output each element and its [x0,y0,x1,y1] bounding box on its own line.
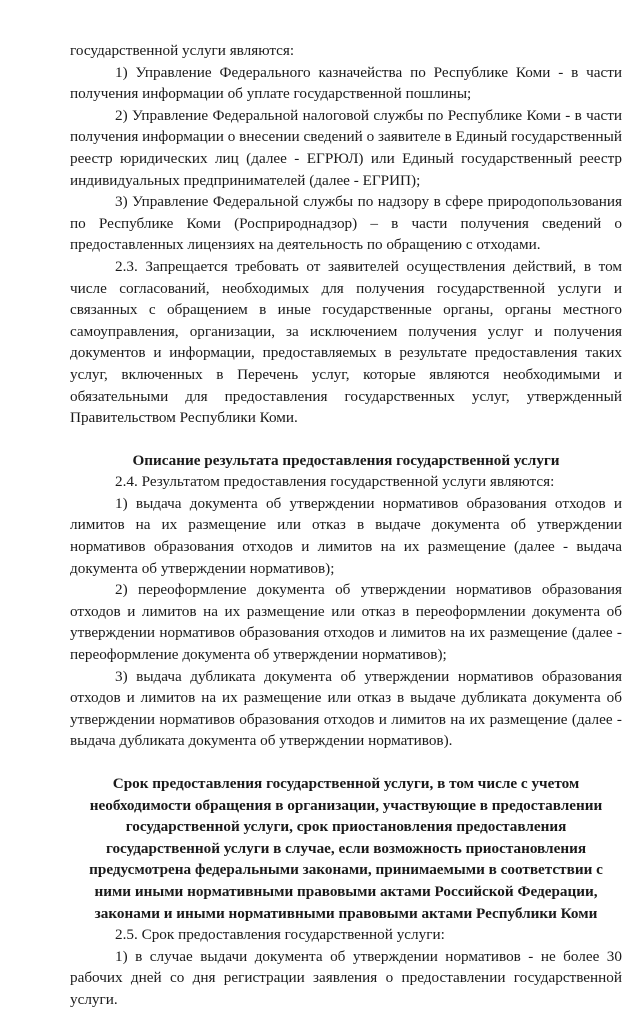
paragraph-term-1: 1) в случае выдачи документа об утверждении нормативов - не более 30 рабочих дней со дня регистрации заявления о предоставлении государственной услуги. [70,947,622,1008]
paragraph-2-3: 2.3. Запрещается требовать от заявителей осуществления действий, в том числе согласований, необходимых для получения государственной услуги и связанных с обращением в иные государственные органы, органы местного самоуправления, организации, за исключением получения услуг и получения документов и информации, предоставляемых в результате предоставления таких услуг, включенных в Перечень услуг, которые являются необходимыми и обязательными для предоставления государственных услуг, утвержденный Правительством Республики Коми. [70,257,622,427]
paragraph-tax-service: 2) Управление Федеральной налоговой службы по Республике Коми - в части получения информации о внесении сведений о заявителе в Единый государственный реестр юридических лиц (далее - ЕГРЮЛ) или Единый государственный реестр индивидуальных предпринимателей (далее - ЕГРИП); [70,106,622,189]
paragraph-result-2: 2) переоформление документа об утверждении нормативов образования отходов и лимитов на их размещение или отказ в переоформлении документа об утверждении нормативов образования отходов и лимитов на их размещение (далее - переоформление документа об утверждении нормативов); [70,581,622,664]
paragraph-2-5: 2.5. Срок предоставления государственной услуги: [115,926,445,944]
paragraph-2-4: 2.4. Результатом предоставления государственной услуги являются: [115,473,555,491]
paragraph-continuation: государственной услуги являются: [70,42,295,59]
paragraph-result-3: 3) выдача дубликата документа об утверждении нормативов образования отходов и лимитов на их размещение или отказ в выдаче дубликата документа об утверждении нормативов образования отходов и лимитов на их размещение (далее - выдача дубликата документа об утверждении нормативов). [70,667,622,750]
document-body [70,40,622,1011]
paragraph-rosprirodnadzor: 3) Управление Федеральной службы по надзору в сфере природопользования по Республике Коми (Росприроднадзор) – в части получения сведений о предоставленных лицензиях на деятельность по обращению с отходами. [70,193,622,254]
paragraph-treasury: 1) Управление Федерального казначейства по Республике Коми - в части получения информации об уплате государственной пошлины; [70,63,622,103]
section-heading-term: Срок предоставления государственной услуги, в том числе с учетом необходимости обращения в организации, участвующие в предоставлении государственной услуги, срок приостановления предоставления государственной услуги в случае, если возможность приостановления предусмотрена федеральными законами, принимаемыми в соответствии с ними иными нормативными правовыми актами Российской Федерации, законами и иными нормативными правовыми актами Республики Коми [89,775,603,922]
section-heading-result: Описание результата предоставления государственной услуги [132,451,560,469]
paragraph-result-1: 1) выдача документа об утверждении нормативов образования отходов и лимитов на их размещение или отказ в выдаче документа об утверждении нормативов образования отходов и лимитов на их размещение (далее - выдача документа об утверждении нормативов); [70,494,622,577]
